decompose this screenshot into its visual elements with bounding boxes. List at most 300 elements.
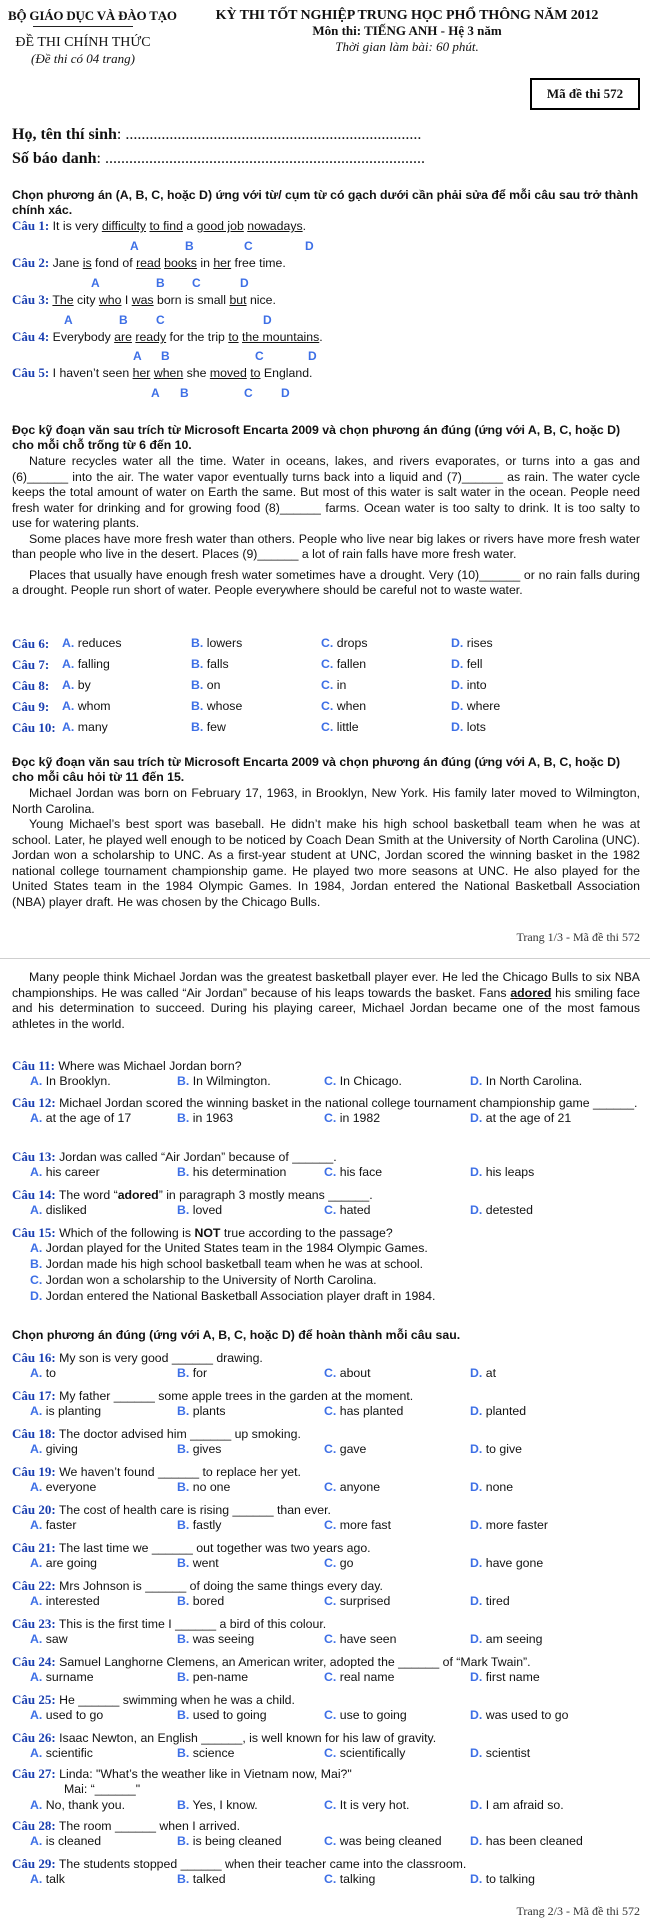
- option-d[interactable]: [470, 1518, 548, 1532]
- option-d[interactable]: [470, 1708, 568, 1722]
- option-a[interactable]: [30, 1366, 56, 1380]
- option-c[interactable]: [324, 1165, 382, 1179]
- underlined-d: nowadays: [247, 219, 303, 233]
- option-d[interactable]: [470, 1203, 533, 1217]
- option-b[interactable]: [177, 1670, 248, 1684]
- options: [12, 1872, 640, 1889]
- option-d[interactable]: [470, 1834, 583, 1848]
- option-d[interactable]: [470, 1746, 530, 1760]
- question-stem: The room ______ when I arrived.: [58, 1819, 241, 1833]
- option-b[interactable]: [177, 1404, 226, 1418]
- option-c[interactable]: [321, 657, 366, 671]
- option-c[interactable]: [324, 1203, 371, 1217]
- letter: A.: [62, 720, 75, 734]
- option-a[interactable]: [30, 1670, 94, 1684]
- question-stem: My son is very good ______ drawing.: [59, 1351, 263, 1365]
- question-label: Câu 11:: [12, 1058, 55, 1073]
- letter: A.: [30, 1404, 43, 1418]
- question-label: Câu 22:: [12, 1578, 56, 1593]
- option-b[interactable]: [177, 1165, 286, 1179]
- option-a[interactable]: [30, 1872, 65, 1886]
- text: ” in paragraph 3 mostly means ______.: [158, 1188, 373, 1202]
- pages-note: (Đề thi có 04 trang): [31, 51, 135, 66]
- letter: A.: [30, 1670, 43, 1684]
- question-stem: Samuel Langhorne Clemens, an American writer, adopted the ______ of “Mark Twain”.: [59, 1655, 531, 1669]
- letter-b[interactable]: B: [161, 349, 170, 363]
- option-d[interactable]: [470, 1798, 564, 1812]
- options: [12, 1834, 640, 1851]
- letter: B.: [177, 1203, 190, 1217]
- options: [12, 1708, 640, 1725]
- official-label: ĐỀ THI CHÍNH THỨC: [15, 35, 151, 50]
- option-b[interactable]: [177, 1111, 233, 1125]
- letter: B.: [177, 1746, 190, 1760]
- option-c[interactable]: [324, 1746, 405, 1760]
- letter: D.: [470, 1111, 483, 1125]
- text: pen-name: [192, 1670, 249, 1684]
- text: saw: [45, 1632, 68, 1646]
- letter-d[interactable]: D: [308, 349, 317, 363]
- letter: C.: [324, 1632, 337, 1646]
- option-c[interactable]: [324, 1872, 375, 1886]
- underlined-b: when: [153, 366, 184, 380]
- question-27: [12, 1766, 640, 1815]
- option-c[interactable]: [324, 1670, 394, 1684]
- text: she: [183, 366, 210, 380]
- question-stem: He ______ swimming when he was a child.: [59, 1693, 295, 1707]
- letter: A.: [30, 1203, 43, 1217]
- underlined-b: read: [136, 256, 161, 270]
- text: I: [121, 293, 132, 307]
- letter-d[interactable]: D: [263, 313, 272, 327]
- exam-title: KỲ THI TỐT NGHIỆP TRUNG HỌC PHỔ THÔNG NĂM 2012: [215, 8, 599, 23]
- letter: C.: [321, 720, 334, 734]
- text: Jordan played for the United States team in the 1984 Olympic Games.: [45, 1241, 428, 1255]
- question-label: Câu 15:: [12, 1225, 56, 1240]
- option-c[interactable]: [324, 1111, 380, 1125]
- letter: D.: [470, 1594, 483, 1608]
- question-stem: Mrs Johnson is ______ of doing the same things every day.: [59, 1579, 383, 1593]
- question-14: [12, 1187, 640, 1220]
- section4-instruction: Chọn phương án đúng (ứng với A, B, C, hoặc D) để hoàn thành mỗi câu sau.: [12, 1328, 461, 1342]
- option-b[interactable]: [177, 1074, 271, 1088]
- question-label: Câu 10:: [12, 720, 56, 735]
- text: No, thank you.: [45, 1798, 126, 1812]
- option-b[interactable]: [191, 720, 226, 734]
- letter: A.: [30, 1165, 43, 1179]
- option-a[interactable]: [30, 1165, 100, 1179]
- question-label: Câu 6:: [12, 636, 50, 651]
- text: into: [466, 678, 487, 692]
- passage-paragraph: Some places have more fresh water than others. People who live near big lakes or rivers have more fresh water than people who live in the desert. Places (9)______ a lot of rain falls have more fresh water.: [12, 531, 640, 561]
- option-c[interactable]: [324, 1074, 402, 1088]
- text: in 1963: [192, 1111, 234, 1125]
- text: Jordan made his high school basketball team when he was at school.: [45, 1257, 424, 1271]
- passage-paragraph: Young Michael’s best sport was baseball. He didn’t make his high school basketball team when he was at school. Later, he played well enough to be noticed by Coach Dean Smith at the University of North Carolina (UNC). Jordan won a scholarship to UNC. As a first-year student at UNC, Jordan scored the winning basket in the 1982 national college tournament championship game. He played two more seasons at UNC. He also played for the United States team in the 1984 Olympic Games. In 1984, Jordan entered the National Basketball Association (NBA) player draft. He was chosen by the Chicago Bulls.: [12, 817, 640, 909]
- options: [12, 1111, 640, 1128]
- underlined-a: difficulty: [101, 219, 147, 233]
- letter: B.: [191, 678, 204, 692]
- option-b[interactable]: [177, 1480, 230, 1494]
- text: is planting: [45, 1404, 102, 1418]
- underlined-a: are: [114, 330, 132, 344]
- option-b[interactable]: [177, 1442, 221, 1456]
- text: where: [466, 699, 501, 713]
- text: The word “: [58, 1188, 118, 1202]
- exam-time: Thời gian làm bài: 60 phút.: [335, 39, 479, 54]
- text: free time.: [231, 256, 286, 270]
- text: It is very: [52, 219, 102, 233]
- option-a[interactable]: [30, 1111, 131, 1125]
- letter-c[interactable]: C: [255, 349, 264, 363]
- option-c[interactable]: [321, 636, 368, 650]
- candidate-id-dots: : ................................................................................: [96, 150, 425, 167]
- options: [12, 1518, 640, 1535]
- text: first name: [485, 1670, 540, 1684]
- letter: A.: [30, 1594, 43, 1608]
- passage-paragraph: Nature recycles water all the time. Water in oceans, lakes, and rivers evaporates, or turns into a gas and (6)______ into the air. The water vapor eventually turns back into a liquid and (7)______ as rain. The water cycle keeps the total amount of water on Earth the same. But most of this water is salt water in the ocean. People need fresh water for drinking and for growing food (8)______ farms. Ocean water is too salty to drink. It is too salty to use for watering plants.: [12, 454, 640, 530]
- text: In Wilmington.: [192, 1074, 271, 1088]
- question-label: Câu 4:: [12, 329, 50, 344]
- option-a[interactable]: [30, 1632, 68, 1646]
- option-b[interactable]: [191, 699, 242, 713]
- option-c[interactable]: [324, 1518, 391, 1532]
- question-label: Câu 25:: [12, 1692, 56, 1707]
- option-d[interactable]: [470, 1632, 542, 1646]
- options: [12, 1746, 640, 1763]
- text: talking: [339, 1872, 376, 1886]
- option-a[interactable]: [30, 1442, 78, 1456]
- option-a[interactable]: [30, 1518, 77, 1532]
- text: anyone: [339, 1480, 381, 1494]
- letter: C.: [324, 1594, 337, 1608]
- letter-a[interactable]: A: [130, 239, 139, 253]
- question-label: Câu 29:: [12, 1856, 56, 1871]
- question-26: [12, 1730, 640, 1763]
- option-d[interactable]: [451, 720, 486, 734]
- underlined-d: her: [213, 256, 232, 270]
- letter: B.: [177, 1404, 190, 1418]
- text: In Brooklyn.: [45, 1074, 111, 1088]
- option-a[interactable]: [62, 720, 108, 734]
- underlined-d: to: [250, 366, 261, 380]
- letter: C.: [324, 1518, 337, 1532]
- options: [12, 1594, 640, 1611]
- text: use to going: [339, 1708, 407, 1722]
- option-a[interactable]: [30, 1074, 111, 1088]
- text: on: [206, 678, 221, 692]
- text: surname: [45, 1670, 94, 1684]
- option-c[interactable]: [324, 1556, 353, 1570]
- option-d[interactable]: [470, 1594, 510, 1608]
- text: is cleaned: [45, 1834, 102, 1848]
- option-b[interactable]: [177, 1798, 258, 1812]
- text: whom: [77, 699, 111, 713]
- letter: C.: [324, 1480, 337, 1494]
- question-label: Câu 1:: [12, 218, 50, 233]
- option-b[interactable]: [177, 1632, 254, 1646]
- option-d[interactable]: [470, 1442, 522, 1456]
- letter: A.: [30, 1241, 43, 1255]
- letter: D.: [470, 1074, 483, 1088]
- text: is being cleaned: [192, 1834, 282, 1848]
- underlined-c: was: [131, 293, 154, 307]
- option-b[interactable]: [177, 1834, 282, 1848]
- letter: B.: [177, 1798, 190, 1812]
- text: to give: [485, 1442, 522, 1456]
- letter-a[interactable]: A: [64, 313, 73, 327]
- option-d[interactable]: [470, 1556, 543, 1570]
- text: has planted: [339, 1404, 404, 1418]
- question-21: [12, 1540, 640, 1573]
- text: lots: [466, 720, 486, 734]
- option-c[interactable]: [324, 1442, 366, 1456]
- option-c[interactable]: [324, 1480, 380, 1494]
- option-d[interactable]: [470, 1111, 571, 1125]
- question-23: [12, 1616, 640, 1649]
- letter: C.: [324, 1203, 337, 1217]
- option-a[interactable]: [30, 1834, 101, 1848]
- text: at the age of 21: [485, 1111, 572, 1125]
- letter: D.: [470, 1480, 483, 1494]
- letter: A.: [30, 1708, 43, 1722]
- letter: C.: [321, 699, 334, 713]
- letter: C.: [324, 1746, 337, 1760]
- question-label: Câu 17:: [12, 1388, 56, 1403]
- text: Many people think Michael Jordan was the greatest basketball player ever. He led the Chicago Bulls to six NBA championships. He was called “Air Jordan” because of his leaps towards the basket. Fans: [12, 970, 640, 1000]
- text: talk: [45, 1872, 65, 1886]
- text: fallen: [336, 657, 367, 671]
- option-d[interactable]: [470, 1872, 535, 1886]
- text: are going: [45, 1556, 98, 1570]
- letter-d[interactable]: D: [281, 386, 290, 400]
- text: went: [192, 1556, 219, 1570]
- option-c[interactable]: [321, 699, 366, 713]
- underlined-c: moved: [209, 366, 247, 380]
- option-a[interactable]: [30, 1708, 103, 1722]
- option-a[interactable]: [30, 1404, 101, 1418]
- candidate-id-field: [12, 150, 425, 168]
- letter: B.: [177, 1165, 190, 1179]
- option-b[interactable]: [177, 1518, 221, 1532]
- option-b[interactable]: [177, 1556, 219, 1570]
- letter-c[interactable]: C: [156, 313, 165, 327]
- option-a[interactable]: [30, 1556, 97, 1570]
- letter-b[interactable]: B: [119, 313, 128, 327]
- letter: D.: [470, 1518, 483, 1532]
- question-25: [12, 1692, 640, 1725]
- option-a[interactable]: [12, 1241, 640, 1257]
- page-footer-1: Trang 1/3 - Mã đề thi 572: [516, 930, 640, 944]
- option-c[interactable]: [324, 1708, 407, 1722]
- question-label: Câu 2:: [12, 255, 50, 270]
- text: more faster: [485, 1518, 548, 1532]
- option-c[interactable]: [321, 720, 359, 734]
- options: [12, 1480, 640, 1497]
- option-d[interactable]: [470, 1165, 534, 1179]
- letter: A.: [30, 1632, 43, 1646]
- letter-c[interactable]: C: [192, 276, 201, 290]
- question-18: [12, 1426, 640, 1459]
- text: surprised: [339, 1594, 391, 1608]
- option-b[interactable]: [191, 678, 220, 692]
- option-a[interactable]: [30, 1203, 87, 1217]
- text: Jordan won a scholarship to the University of North Carolina.: [45, 1273, 377, 1287]
- text: loved: [192, 1203, 223, 1217]
- letter: D.: [470, 1708, 483, 1722]
- question-label: Câu 3:: [12, 292, 50, 307]
- candidate-name-field: [12, 126, 421, 144]
- option-c[interactable]: [324, 1834, 442, 1848]
- option-a[interactable]: [62, 699, 111, 713]
- question-label: Câu 9:: [12, 699, 50, 714]
- question-13: [12, 1149, 640, 1182]
- option-d[interactable]: [451, 699, 500, 713]
- option-c[interactable]: [12, 1273, 640, 1289]
- option-d[interactable]: [12, 1289, 640, 1305]
- question-stem: We haven’t found ______ to replace her yet.: [59, 1465, 301, 1479]
- letter: A.: [30, 1872, 43, 1886]
- letter: C.: [321, 636, 334, 650]
- letter-b[interactable]: B: [156, 276, 165, 290]
- letter: D.: [30, 1289, 43, 1303]
- letter: C.: [324, 1708, 337, 1722]
- letter-d[interactable]: D: [240, 276, 249, 290]
- options: [12, 1404, 640, 1421]
- text: rises: [466, 636, 493, 650]
- passage-paragraph: [12, 970, 640, 1032]
- letter: B.: [177, 1834, 190, 1848]
- letter: D.: [451, 636, 464, 650]
- options: [12, 1556, 640, 1573]
- text: bored: [192, 1594, 225, 1608]
- letter: D.: [470, 1203, 483, 1217]
- option-d[interactable]: [451, 657, 482, 671]
- option-c[interactable]: [324, 1404, 403, 1418]
- text: Everybody: [52, 330, 115, 344]
- option-d[interactable]: [470, 1480, 513, 1494]
- letter: B.: [177, 1670, 190, 1684]
- question-label: Câu 20:: [12, 1502, 56, 1517]
- option-d[interactable]: [470, 1670, 540, 1684]
- option-b[interactable]: [177, 1594, 224, 1608]
- option-d[interactable]: [470, 1074, 582, 1088]
- question-label: Câu 28:: [12, 1818, 56, 1833]
- text: talked: [192, 1872, 226, 1886]
- letter: D.: [470, 1165, 483, 1179]
- option-a[interactable]: [30, 1594, 100, 1608]
- option-c[interactable]: [324, 1594, 390, 1608]
- letter: D.: [470, 1632, 483, 1646]
- option-b[interactable]: [12, 1257, 640, 1273]
- option-b[interactable]: [191, 657, 229, 671]
- text: scientifically: [339, 1746, 406, 1760]
- question-label: Câu 8:: [12, 678, 50, 693]
- options: [12, 1798, 640, 1815]
- text: plants: [192, 1404, 226, 1418]
- option-a[interactable]: [62, 636, 121, 650]
- option-c[interactable]: [321, 678, 346, 692]
- question-stem: Isaac Newton, an English ______, is well known for his law of gravity.: [59, 1731, 437, 1745]
- letter: A.: [30, 1111, 43, 1125]
- letter: B.: [177, 1872, 190, 1886]
- option-d[interactable]: [470, 1366, 496, 1380]
- question-stem: The cost of health care is rising ______ than ever.: [58, 1503, 331, 1517]
- question-label: Câu 13:: [12, 1149, 56, 1164]
- letter: D.: [470, 1404, 483, 1418]
- option-a[interactable]: [62, 657, 110, 671]
- question-4: [12, 329, 323, 345]
- passage-paragraph: Places that usually have enough fresh water sometimes have a drought. Very (10)______ or no rain falls during a drought. People run short of water. People everywhere should be careful not to waste water.: [12, 567, 640, 597]
- option-b[interactable]: [191, 636, 242, 650]
- letter: D.: [470, 1872, 483, 1886]
- question-5: [12, 365, 312, 381]
- question-stem: The students stopped ______ when their teacher came into the classroom.: [58, 1857, 467, 1871]
- option-b[interactable]: [177, 1872, 226, 1886]
- letter-b[interactable]: B: [185, 239, 194, 253]
- options: [12, 1165, 640, 1182]
- text: scientist: [485, 1746, 531, 1760]
- letter-d[interactable]: D: [305, 239, 314, 253]
- option-c[interactable]: [324, 1798, 409, 1812]
- option-a[interactable]: [30, 1798, 125, 1812]
- letter: D.: [470, 1834, 483, 1848]
- option-a[interactable]: [30, 1746, 93, 1760]
- option-d[interactable]: [470, 1404, 526, 1418]
- letter-b[interactable]: B: [180, 386, 189, 400]
- text: am seeing: [485, 1632, 543, 1646]
- question-label: Câu 27:: [12, 1766, 56, 1781]
- text: Which of the following is: [59, 1226, 195, 1240]
- question-24: [12, 1654, 640, 1687]
- option-b[interactable]: [177, 1366, 207, 1380]
- letter: B.: [177, 1442, 190, 1456]
- letter: C.: [324, 1366, 337, 1380]
- letter: A.: [30, 1518, 43, 1532]
- letter: B.: [177, 1074, 190, 1088]
- text: It is very hot.: [339, 1798, 410, 1812]
- question-stem: Jordan was called “Air Jordan” because of ______.: [59, 1150, 337, 1164]
- options: [12, 1366, 640, 1383]
- option-b[interactable]: [177, 1708, 267, 1722]
- text: In Chicago.: [339, 1074, 402, 1088]
- letter: A.: [30, 1746, 43, 1760]
- option-d[interactable]: [451, 636, 493, 650]
- letter: D.: [451, 699, 464, 713]
- question-label: Câu 24:: [12, 1654, 56, 1669]
- underlined-c: to: [228, 330, 239, 344]
- letter-c[interactable]: C: [244, 386, 253, 400]
- question-1: [12, 218, 306, 234]
- option-c[interactable]: [324, 1632, 396, 1646]
- question-16: [12, 1350, 640, 1383]
- text: at the age of 17: [45, 1111, 132, 1125]
- option-b[interactable]: [177, 1746, 234, 1760]
- text: In North Carolina.: [485, 1074, 583, 1088]
- option-a[interactable]: [30, 1480, 96, 1494]
- option-b[interactable]: [177, 1203, 222, 1217]
- option-c[interactable]: [324, 1366, 371, 1380]
- options: [12, 1074, 640, 1091]
- letter: C.: [321, 657, 334, 671]
- jordan-passage-page1: [12, 786, 640, 910]
- letter-a[interactable]: A: [91, 276, 100, 290]
- option-a[interactable]: [62, 678, 91, 692]
- letter-a[interactable]: A: [133, 349, 142, 363]
- letter-c[interactable]: C: [244, 239, 253, 253]
- option-d[interactable]: [451, 678, 487, 692]
- letter-a[interactable]: A: [151, 386, 160, 400]
